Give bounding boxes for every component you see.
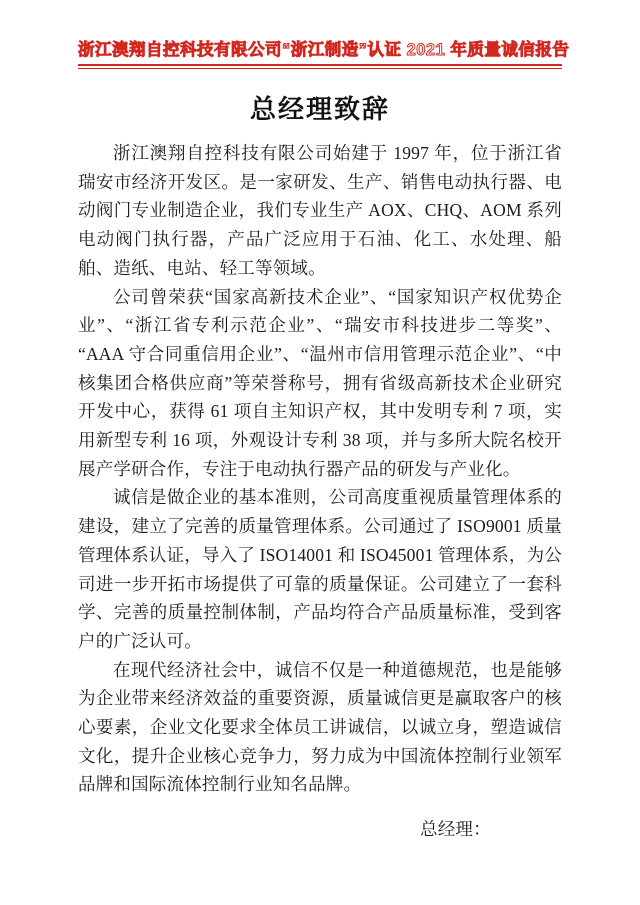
paragraph-quality-system: 诚信是做企业的基本准则，公司高度重视质量管理体系的建设，建立了完善的质量管理体系。公司通过了 ISO9001 质量管理体系认证，导入了 ISO14001 和 ISO45001 管理体系，为公司进一步开拓市场提供了可靠的质量保证。公司建立了一套科学、完善的质量控制体制，产品均符合产品质量标准，受到客户的广泛认可。 (78, 487, 562, 651)
paragraph-company-intro: 浙江澳翔自控科技有限公司始建于 1997 年，位于浙江省瑞安市经济开发区。是一家研发、生产、销售电动执行器、电动阀门专业制造企业，我们专业生产 AOX、CHQ、AOM 系列电动阀门执行器，产品广泛应用于石油、化工、水处理、船舶、造纸、电站、轻工等领域。 (78, 143, 562, 278)
signature-line: 总经理： (420, 819, 491, 840)
header-divider (78, 64, 562, 69)
header-report-title: “浙江制造”认证 2021 年质量诚信报告 (282, 41, 570, 59)
page-title: 总经理致辞 (249, 94, 390, 124)
page-header (78, 40, 570, 69)
paragraph-honors: 公司曾荣获“国家高新技术企业”、“国家知识产权优势企业”、“浙江省专利示范企业”、“瑞安市科技进步二等奖”、“AAA 守合同重信用企业”、“温州市信用管理示范企业”、“中核集团合格供应商”等荣誉称号，拥有省级高新技术企业研究开发中心，获得 61 项自主知识产权，其中发明专利 7 项，实用新型专利 16 项，外观设计专利 38 项，并与多所大院名校开展产学研合作，专注于电动执行器产品的研发与产业化。 (78, 286, 562, 479)
header-company-name: 浙江澳翔自控科技有限公司 (78, 41, 282, 59)
header-row (78, 40, 570, 60)
paragraph-integrity: 在现代经济社会中，诚信不仅是一种道德规范，也是能够为企业带来经济效益的重要资源，质量诚信更是赢取客户的核心要素，企业文化要求全体员工讲诚信，以诚立身，塑造诚信文化，提升企业核心竞争力，努力成为中国流体控制行业领军品牌和国际流体控制行业知名品牌。 (78, 659, 562, 795)
document-body (78, 139, 562, 844)
